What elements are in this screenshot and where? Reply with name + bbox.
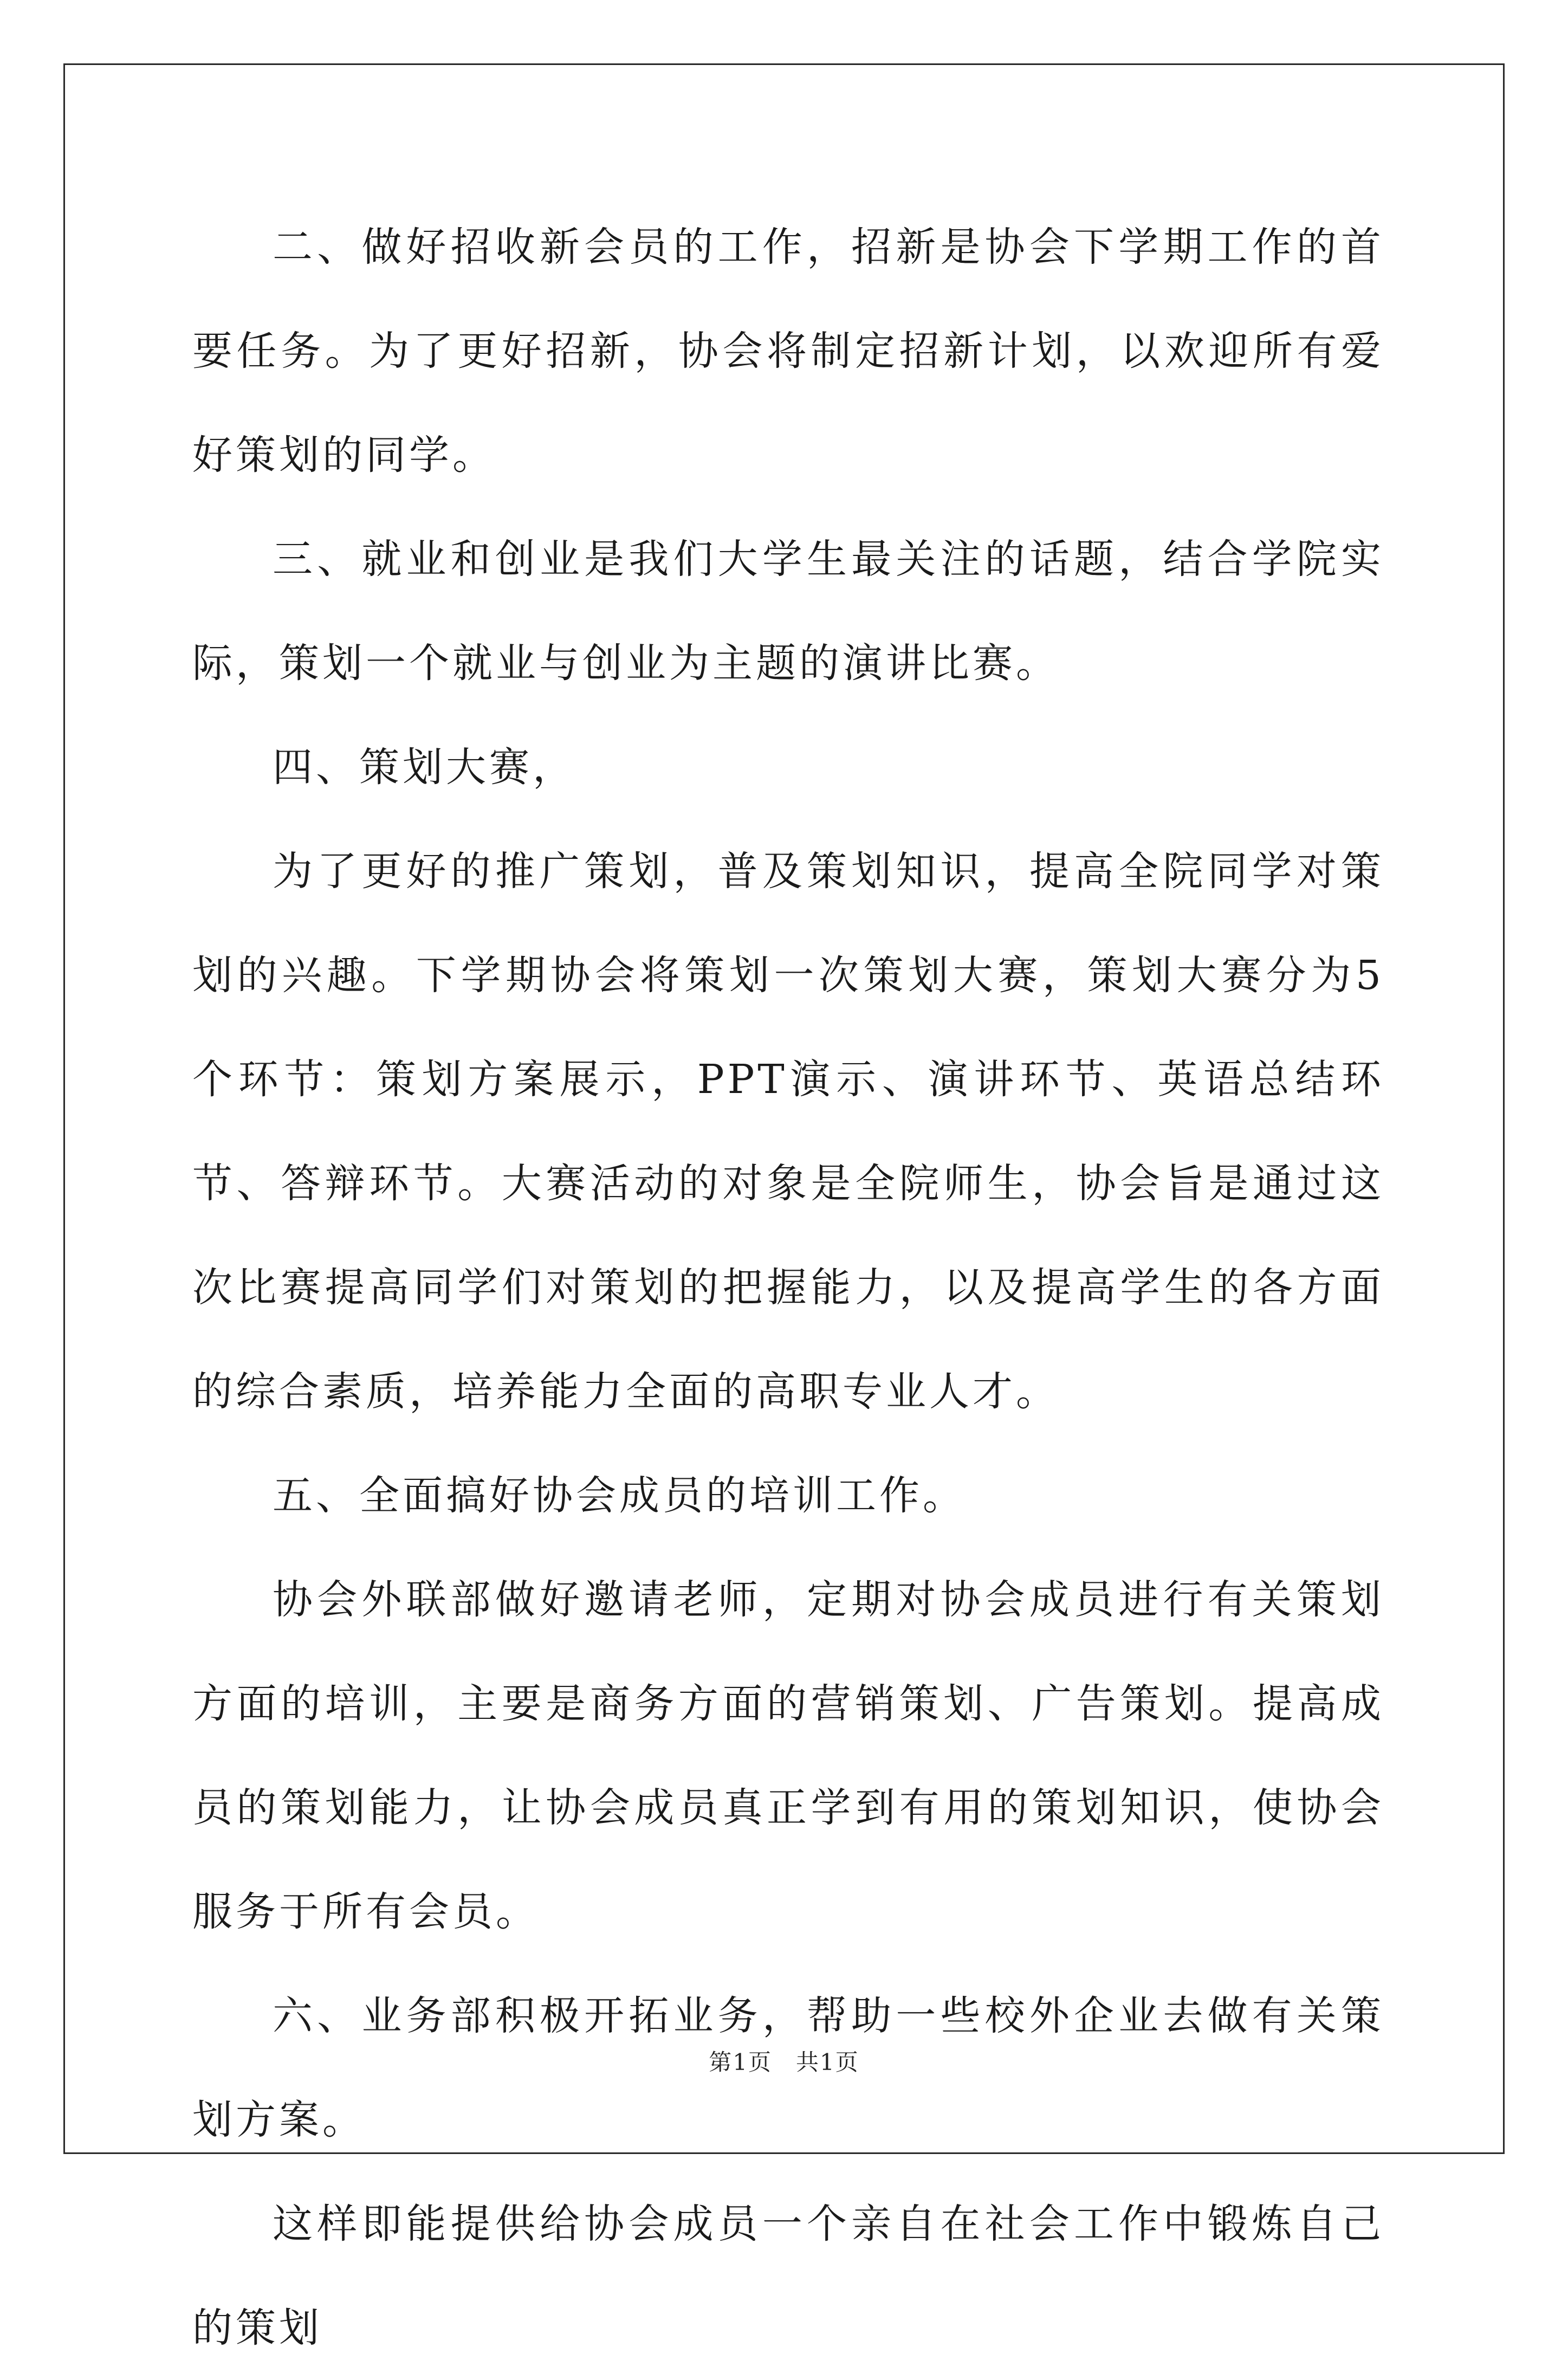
paragraph: 四、策划大赛，	[273, 744, 576, 791]
paragraph: 这样即能提供给协会成员一个亲自在社会工作中锻炼自己的策划	[192, 2201, 1384, 2351]
paragraph: 为了更好的推广策划，普及策划知识，提高全院同学对策划的兴趣。下学期协会将策划一次策划大赛，策划大赛分为5个环节：策划方案展示，PPT演示、演讲环节、英语总结环节、答辩环节。大赛活动的对象是全院师生，协会旨是通过这次比赛提高同学们对策划的把握能力，以及提高学生的各方面的综合素质，培养能力全面的高职专业人才。	[192, 848, 1384, 1415]
paragraph: 五、全面搞好协会成员的培训工作。	[273, 1472, 966, 1519]
paragraph: 六、业务部积极开拓业务，帮助一些校外企业去做有关策划方案。	[192, 1993, 1384, 2143]
page-footer: 第1页 共1页	[709, 2049, 859, 2075]
paragraph: 二、做好招收新会员的工作，招新是协会下学期工作的首要任务。为了更好招新，协会将制定招新计划，以欢迎所有爱好策划的同学。	[192, 224, 1384, 478]
paragraph: 三、就业和创业是我们大学生最关注的话题，结合学院实际，策划一个就业与创业为主题的演讲比赛。	[192, 536, 1384, 687]
paragraph: 协会外联部做好邀请老师，定期对协会成员进行有关策划方面的培训，主要是商务方面的营销策划、广告策划。提高成员的策划能力，让协会成员真正学到有用的策划知识，使协会服务于所有会员。	[192, 1576, 1384, 1935]
